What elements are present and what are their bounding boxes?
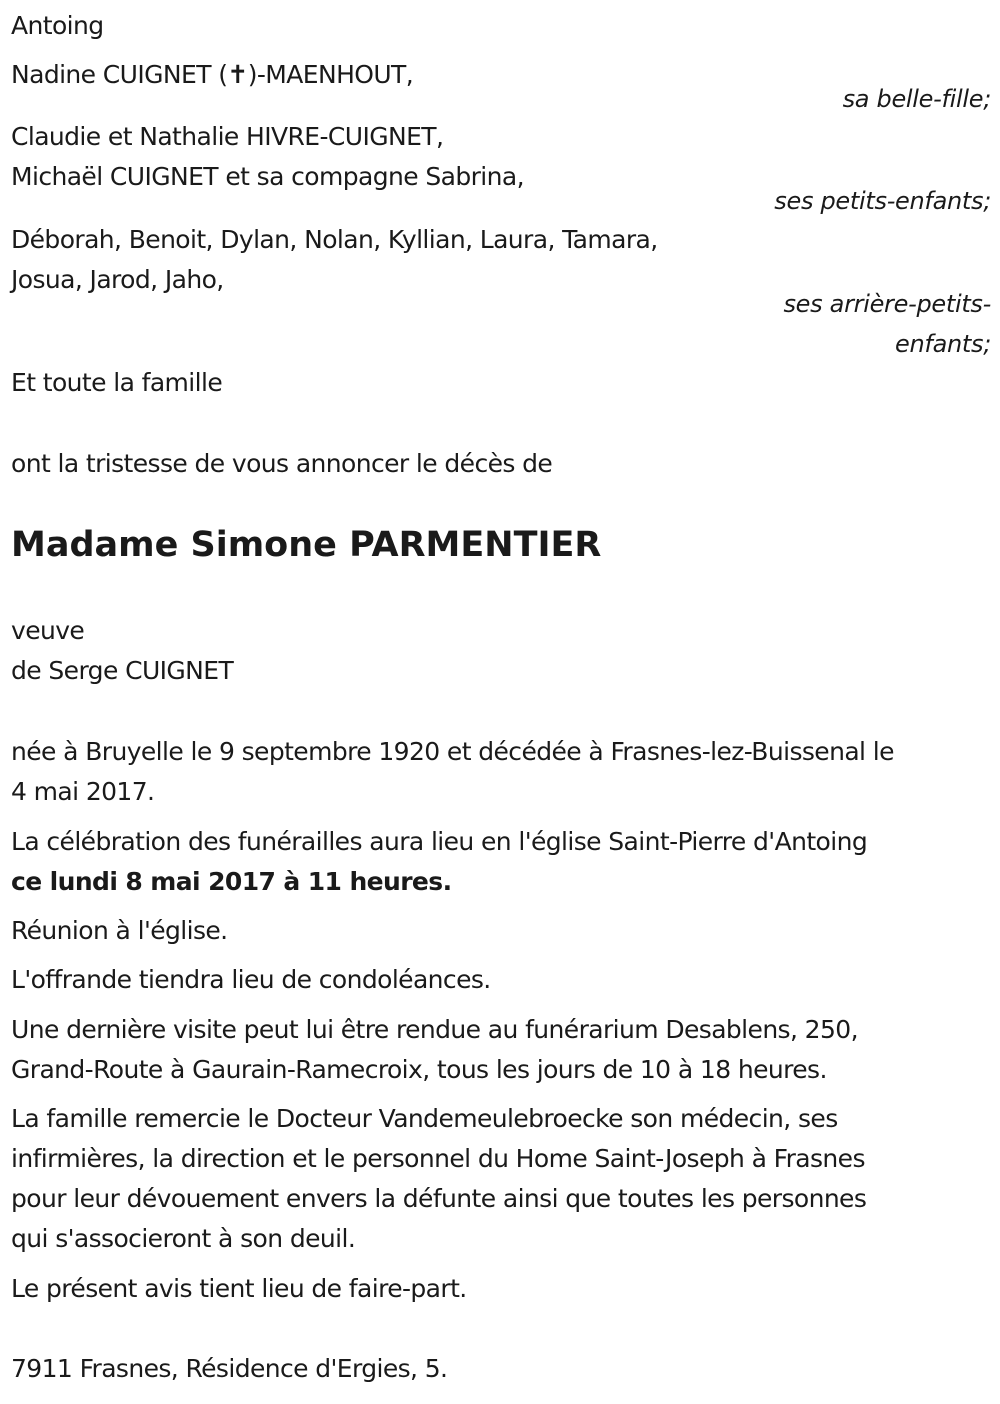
- notice: Le présent avis tient lieu de faire-part.: [11, 1274, 467, 1303]
- visit-line-2: Grand-Route à Gaurain-Ramecroix, tous les jours de 10 à 18 heures.: [11, 1055, 827, 1084]
- locality: Antoing: [11, 11, 104, 40]
- thanks-line-2: infirmières, la direction et le personnel du Home Saint-Joseph à Frasnes: [11, 1144, 865, 1173]
- relation-belle-fille: sa belle-fille;: [842, 85, 991, 113]
- funeral-text: La célébration des funérailles aura lieu en l'église Saint-Pierre d'Antoing: [11, 827, 868, 856]
- deceased-name: Madame Simone PARMENTIER: [11, 525, 602, 565]
- visit-line-1: Une dernière visite peut lui être rendue au funérarium Desablens, 250,: [11, 1015, 858, 1044]
- family-line-nadine: Nadine CUIGNET (✝)-MAENHOUT,: [11, 60, 414, 89]
- family-line-claudie: Claudie et Nathalie HIVRE-CUIGNET,: [11, 122, 444, 151]
- spouse-name: de Serge CUIGNET: [11, 656, 234, 685]
- relation-arriere-petits-enfants-1: ses arrière-petits-: [783, 290, 991, 318]
- meeting: Réunion à l'église.: [11, 916, 228, 945]
- thanks-line-3: pour leur dévouement envers la défunte ainsi que toutes les personnes: [11, 1184, 867, 1213]
- family-line-great-grandchildren-1: Déborah, Benoit, Dylan, Nolan, Kyllian, Laura, Tamara,: [11, 225, 658, 254]
- offering: L'offrande tiendra lieu de condoléances.: [11, 965, 491, 994]
- thanks-line-4: qui s'associeront à son deuil.: [11, 1224, 356, 1253]
- birth-death-line-1: née à Bruyelle le 9 septembre 1920 et décédée à Frasnes-lez-Buissenal le: [11, 737, 894, 766]
- announcement: ont la tristesse de vous annoncer le décès de: [11, 449, 553, 478]
- widow-label: veuve: [11, 616, 85, 645]
- address: 7911 Frasnes, Résidence d'Ergies, 5.: [11, 1354, 448, 1383]
- thanks-line-1: La famille remercie le Docteur Vandemeulebroecke son médecin, ses: [11, 1104, 838, 1133]
- funeral-date: ce lundi 8 mai 2017 à 11 heures.: [11, 867, 452, 896]
- birth-death-line-2: 4 mai 2017.: [11, 777, 155, 806]
- family-line-great-grandchildren-2: Josua, Jarod, Jaho,: [11, 265, 224, 294]
- relation-petits-enfants: ses petits-enfants;: [774, 187, 991, 215]
- family-line-michael: Michaël CUIGNET et sa compagne Sabrina,: [11, 162, 524, 191]
- whole-family: Et toute la famille: [11, 368, 223, 397]
- relation-arriere-petits-enfants-2: enfants;: [895, 330, 991, 358]
